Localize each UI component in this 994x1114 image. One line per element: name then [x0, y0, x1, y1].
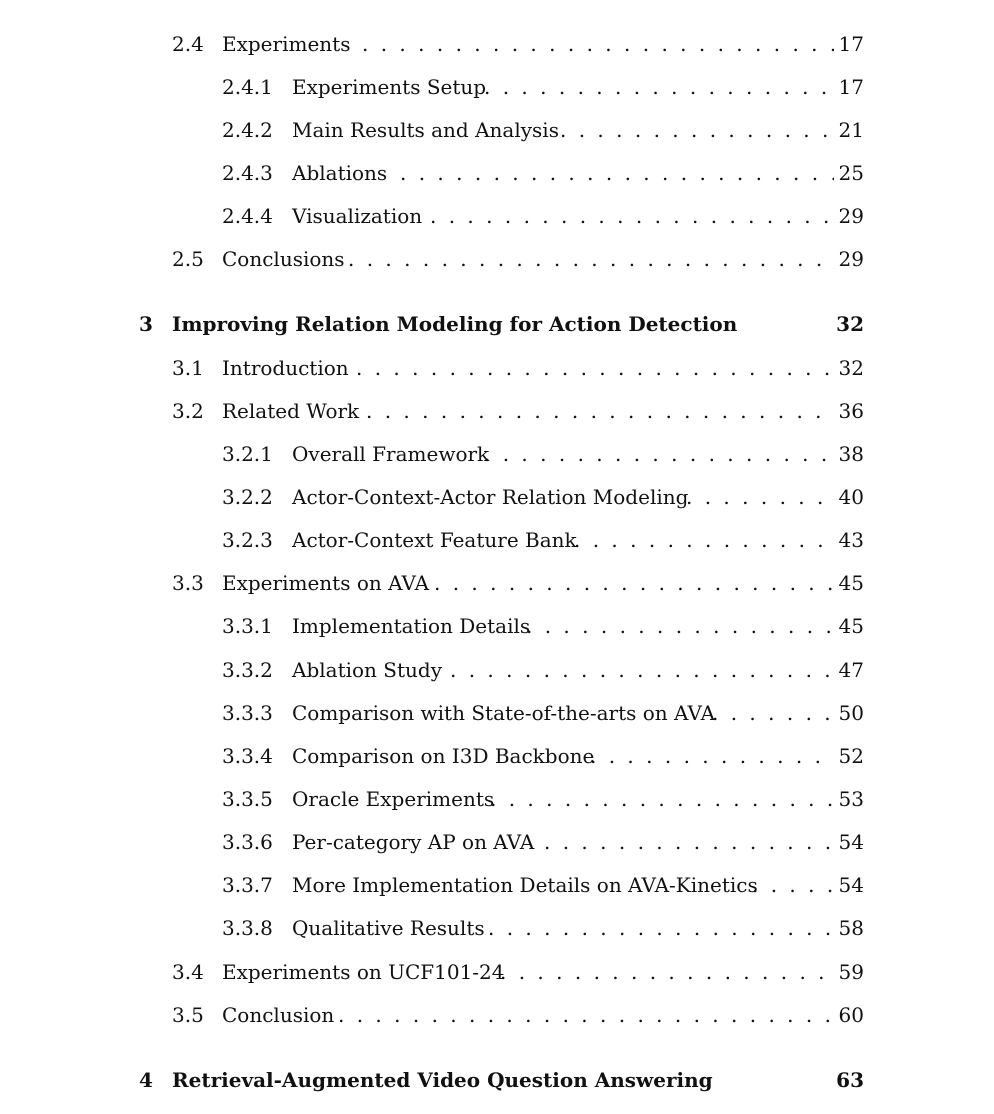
leader-dots — [574, 525, 834, 555]
leader-dots — [348, 244, 834, 274]
toc-entry-2-4-3[interactable] — [0, 158, 994, 188]
page-number[interactable]: 32 — [838, 356, 864, 380]
subsection-number: 2.4.4 — [222, 204, 273, 228]
chapter-title[interactable]: Improving Relation Modeling for Action Detection — [172, 312, 738, 336]
leader-dots — [484, 439, 834, 469]
section-title[interactable]: Conclusion — [222, 1003, 335, 1027]
subsection-title[interactable]: Comparison on I3D Backbone — [292, 744, 595, 768]
leader-dots — [560, 115, 834, 145]
subsection-number: 2.4.1 — [222, 75, 273, 99]
toc-entry-3-3-7[interactable] — [0, 870, 994, 900]
leader-dots — [450, 655, 834, 685]
page-number[interactable]: 45 — [838, 571, 864, 595]
toc-entry-3-2-2[interactable] — [0, 482, 994, 512]
subsection-number: 2.4.3 — [222, 161, 273, 185]
page-number[interactable]: 58 — [838, 916, 864, 940]
leader-dots — [430, 201, 834, 231]
page-number[interactable]: 38 — [838, 442, 864, 466]
page-number[interactable]: 45 — [838, 614, 864, 638]
subsection-number: 3.3.5 — [222, 787, 273, 811]
leader-dots — [544, 827, 834, 857]
section-number: 3.5 — [172, 1003, 204, 1027]
leader-dots — [362, 29, 834, 59]
page-number[interactable]: 60 — [838, 1003, 864, 1027]
subsection-title[interactable]: Ablation Study — [292, 658, 442, 682]
page-number[interactable]: 47 — [838, 658, 864, 682]
subsection-number: 3.3.4 — [222, 744, 273, 768]
page-number[interactable]: 36 — [838, 399, 864, 423]
section-title[interactable]: Introduction — [222, 356, 349, 380]
toc-entry-3-3-4[interactable] — [0, 741, 994, 771]
toc-entry-3-3-5[interactable] — [0, 784, 994, 814]
section-number: 3.3 — [172, 571, 204, 595]
subsection-title[interactable]: More Implementation Details on AVA-Kinetics — [292, 873, 758, 897]
subsection-title[interactable]: Overall Framework — [292, 442, 490, 466]
page-number[interactable]: 32 — [836, 312, 864, 336]
page-number[interactable]: 43 — [838, 528, 864, 552]
subsection-number: 3.3.7 — [222, 873, 273, 897]
leader-dots — [686, 482, 834, 512]
toc-entry-3-3-3[interactable] — [0, 698, 994, 728]
toc-entry-3-1[interactable] — [0, 353, 994, 383]
toc-entry-2-4-1[interactable] — [0, 72, 994, 102]
toc-entry-3-2-1[interactable] — [0, 439, 994, 469]
section-title[interactable]: Conclusions — [222, 247, 345, 271]
toc-entry-3-2[interactable] — [0, 396, 994, 426]
toc-entry-chapter-4[interactable] — [0, 1065, 994, 1095]
page-number[interactable]: 59 — [838, 960, 864, 984]
leader-dots — [490, 784, 834, 814]
subsection-title[interactable]: Experiments Setup — [292, 75, 487, 99]
subsection-number: 3.3.6 — [222, 830, 273, 854]
section-title[interactable]: Experiments on AVA — [222, 571, 430, 595]
subsection-title[interactable]: Implementation Details — [292, 614, 531, 638]
page-number[interactable]: 40 — [838, 485, 864, 509]
subsection-title[interactable]: Actor-Context Feature Bank — [292, 528, 577, 552]
toc-entry-3-3-6[interactable] — [0, 827, 994, 857]
subsection-title[interactable]: Comparison with State-of-the-arts on AVA — [292, 701, 716, 725]
page-number[interactable]: 17 — [838, 32, 864, 56]
leader-dots — [590, 741, 834, 771]
subsection-title[interactable]: Actor-Context-Actor Relation Modeling — [292, 485, 689, 509]
toc-entry-3-2-3[interactable] — [0, 525, 994, 555]
section-title[interactable]: Related Work — [222, 399, 360, 423]
subsection-title[interactable]: Main Results and Analysis — [292, 118, 559, 142]
chapter-number: 3 — [139, 312, 153, 336]
section-number: 3.4 — [172, 960, 204, 984]
subsection-number: 3.2.2 — [222, 485, 273, 509]
toc-entry-chapter-3[interactable] — [0, 309, 994, 339]
toc-entry-2-4[interactable] — [0, 29, 994, 59]
page-number[interactable]: 29 — [838, 204, 864, 228]
page-number[interactable]: 54 — [838, 830, 864, 854]
subsection-number: 3.3.1 — [222, 614, 273, 638]
toc-entry-3-3-1[interactable] — [0, 611, 994, 641]
leader-dots — [484, 72, 834, 102]
leader-dots — [488, 913, 834, 943]
subsection-number: 3.2.1 — [222, 442, 273, 466]
page-number[interactable]: 53 — [838, 787, 864, 811]
toc-entry-3-4[interactable] — [0, 957, 994, 987]
page-number[interactable]: 54 — [838, 873, 864, 897]
page-number[interactable]: 17 — [838, 75, 864, 99]
leader-dots — [400, 158, 834, 188]
section-title[interactable]: Experiments on UCF101-24 — [222, 960, 505, 984]
leader-dots — [752, 870, 834, 900]
page-number[interactable]: 52 — [838, 744, 864, 768]
page-number[interactable]: 21 — [838, 118, 864, 142]
page-number[interactable]: 63 — [836, 1068, 864, 1092]
toc-entry-2-4-4[interactable] — [0, 201, 994, 231]
toc-entry-2-5[interactable] — [0, 244, 994, 274]
subsection-title[interactable]: Oracle Experiments — [292, 787, 495, 811]
leader-dots — [356, 353, 834, 383]
toc-entry-2-4-2[interactable] — [0, 115, 994, 145]
leader-dots — [500, 957, 834, 987]
chapter-number: 4 — [139, 1068, 153, 1092]
subsection-number: 2.4.2 — [222, 118, 273, 142]
toc-entry-3-3[interactable] — [0, 568, 994, 598]
leader-dots — [712, 698, 834, 728]
section-number: 2.4 — [172, 32, 204, 56]
subsection-number: 3.3.3 — [222, 701, 273, 725]
leader-dots — [366, 396, 834, 426]
subsection-number: 3.2.3 — [222, 528, 273, 552]
section-number: 2.5 — [172, 247, 204, 271]
toc-entry-3-3-2[interactable] — [0, 655, 994, 685]
subsection-number: 3.3.2 — [222, 658, 273, 682]
leader-dots — [434, 568, 834, 598]
toc-entry-3-5[interactable] — [0, 1000, 994, 1030]
section-number: 3.1 — [172, 356, 204, 380]
subsection-title[interactable]: Per-category AP on AVA — [292, 830, 535, 854]
subsection-title[interactable]: Ablations — [292, 161, 388, 185]
page-number[interactable]: 50 — [838, 701, 864, 725]
page-number[interactable]: 25 — [838, 161, 864, 185]
subsection-title[interactable]: Qualitative Results — [292, 916, 485, 940]
subsection-title[interactable]: Visualization — [292, 204, 423, 228]
leader-dots — [526, 611, 834, 641]
section-number: 3.2 — [172, 399, 204, 423]
section-title[interactable]: Experiments — [222, 32, 351, 56]
subsection-number: 3.3.8 — [222, 916, 273, 940]
leader-dots — [338, 1000, 834, 1030]
chapter-title[interactable]: Retrieval-Augmented Video Question Answering — [172, 1068, 713, 1092]
toc-entry-3-3-8[interactable] — [0, 913, 994, 943]
page-number[interactable]: 29 — [838, 247, 864, 271]
